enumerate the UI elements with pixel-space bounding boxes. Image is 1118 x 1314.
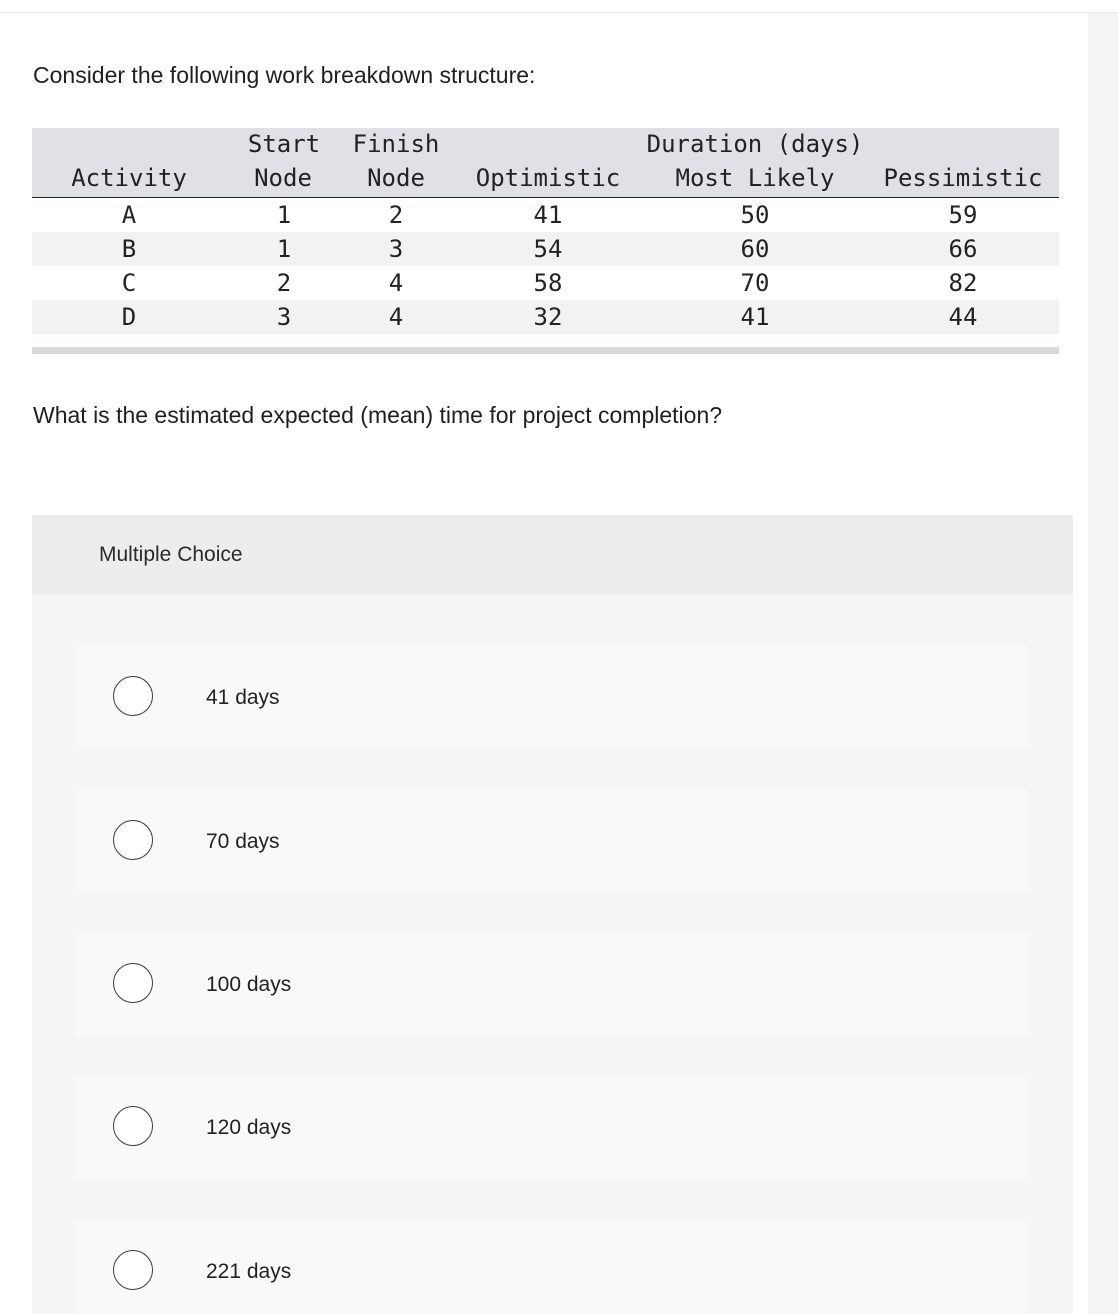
- cell-start-node: 1: [276, 235, 292, 263]
- intro-text: Consider the following work breakdown structure:: [33, 62, 536, 88]
- answer-option-221-days[interactable]: [74, 1220, 1027, 1314]
- header-duration-group: Duration (days): [646, 130, 864, 158]
- cell-finish-node: 4: [388, 303, 404, 331]
- cell-activity: D: [121, 303, 137, 331]
- cell-start-node: 1: [276, 201, 292, 229]
- header-finish-top: Finish: [352, 130, 440, 158]
- header-pessimistic: Pessimistic: [883, 164, 1043, 192]
- cell-pessimistic: 59: [948, 201, 978, 229]
- option-label: 70 days: [206, 830, 280, 853]
- answer-option-70-days[interactable]: [74, 790, 1027, 894]
- cell-optimistic: 54: [533, 235, 563, 263]
- header-optimistic: Optimistic: [475, 164, 621, 192]
- cell-optimistic: 41: [533, 201, 563, 229]
- cell-pessimistic: 44: [948, 303, 978, 331]
- table-row: [32, 232, 1059, 266]
- header-start-bottom: Node: [254, 164, 312, 192]
- cell-most-likely: 70: [740, 269, 770, 297]
- radio-button[interactable]: [113, 676, 153, 716]
- option-label: 221 days: [206, 1260, 292, 1283]
- answer-option-120-days[interactable]: [74, 1076, 1027, 1180]
- option-label: 120 days: [206, 1116, 292, 1139]
- cell-finish-node: 3: [388, 235, 404, 263]
- work-breakdown-table: [32, 128, 1059, 354]
- table-header: [32, 128, 1059, 198]
- cell-activity: A: [121, 201, 137, 229]
- table-row: [32, 198, 1059, 232]
- cell-most-likely: 50: [740, 201, 770, 229]
- question-text: What is the estimated expected (mean) time for project completion?: [33, 402, 723, 428]
- radio-button[interactable]: [113, 1106, 153, 1146]
- top-divider: [0, 12, 1118, 13]
- cell-most-likely: 41: [740, 303, 770, 331]
- multiple-choice-panel: [32, 515, 1073, 1314]
- cell-activity: C: [121, 269, 137, 297]
- cell-finish-node: 2: [388, 201, 404, 229]
- cell-optimistic: 32: [533, 303, 563, 331]
- cell-start-node: 2: [276, 269, 292, 297]
- cell-optimistic: 58: [533, 269, 563, 297]
- radio-button[interactable]: [113, 820, 153, 860]
- cell-activity: B: [121, 235, 137, 263]
- header-finish-bottom: Node: [367, 164, 425, 192]
- cell-start-node: 3: [276, 303, 292, 331]
- table-footer-rule: [32, 347, 1059, 354]
- radio-button[interactable]: [113, 1250, 153, 1290]
- cell-finish-node: 4: [388, 269, 404, 297]
- answer-option-100-days[interactable]: [74, 933, 1027, 1037]
- cell-pessimistic: 66: [948, 235, 978, 263]
- table-row: [32, 300, 1059, 334]
- option-label: 41 days: [206, 686, 280, 709]
- multiple-choice-title: Multiple Choice: [99, 543, 243, 566]
- table-row: [32, 266, 1059, 300]
- scroll-gutter: [1088, 13, 1118, 1314]
- answer-option-41-days[interactable]: [74, 646, 1027, 750]
- header-most-likely: Most Likely: [675, 164, 835, 192]
- option-label: 100 days: [206, 973, 292, 996]
- cell-pessimistic: 82: [948, 269, 978, 297]
- radio-button[interactable]: [113, 963, 153, 1003]
- cell-most-likely: 60: [740, 235, 770, 263]
- header-start-top: Start: [247, 130, 321, 158]
- header-activity: Activity: [71, 164, 187, 192]
- multiple-choice-header: [32, 515, 1073, 595]
